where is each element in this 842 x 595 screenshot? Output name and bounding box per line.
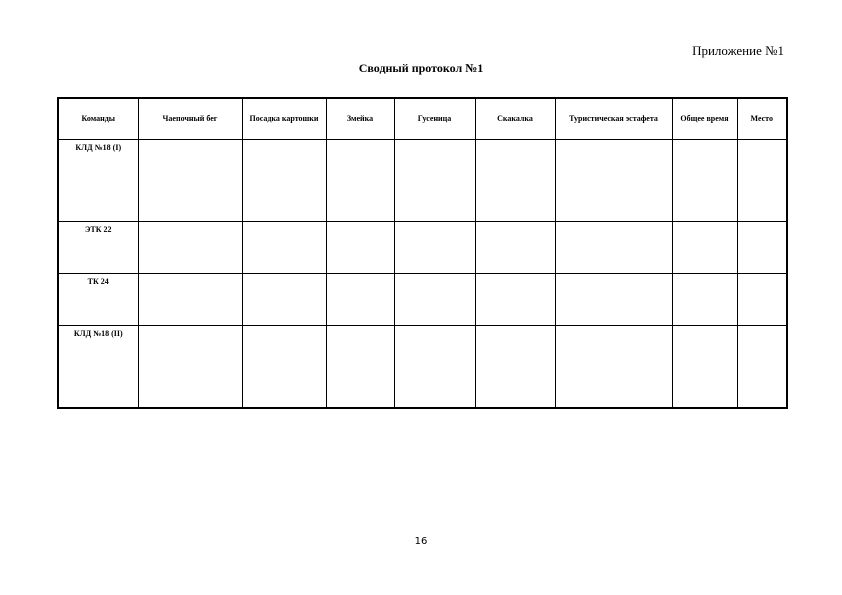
column-header-total-time: Общее время [672, 98, 737, 140]
table-row [58, 140, 787, 222]
team-name-cell: КЛД №18 (II) [58, 326, 138, 409]
empty-cell [242, 140, 326, 222]
column-header-tea-run: Чаепочный бег [138, 98, 242, 140]
empty-cell [138, 326, 242, 409]
column-header-teams: Команды [58, 98, 138, 140]
empty-cell [242, 222, 326, 274]
empty-cell [555, 140, 672, 222]
empty-cell [737, 140, 787, 222]
column-header-potato-planting: Посадка картошки [242, 98, 326, 140]
empty-cell [737, 274, 787, 326]
empty-cell [326, 274, 394, 326]
empty-cell [672, 326, 737, 409]
empty-cell [394, 222, 475, 274]
empty-cell [737, 222, 787, 274]
table-row [58, 274, 787, 326]
summary-protocol-table [57, 97, 788, 409]
document-title: Сводный протокол №1 [358, 61, 484, 75]
table-header-row [58, 98, 787, 140]
empty-cell [138, 222, 242, 274]
empty-cell [326, 326, 394, 409]
empty-cell [326, 222, 394, 274]
appendix-label: Приложение №1 [692, 43, 784, 58]
team-name-cell: ТК 24 [58, 274, 138, 326]
empty-cell [555, 222, 672, 274]
empty-cell [672, 140, 737, 222]
empty-cell [394, 274, 475, 326]
empty-cell [242, 274, 326, 326]
table-row [58, 326, 787, 409]
empty-cell [672, 222, 737, 274]
column-header-place: Место [737, 98, 787, 140]
empty-cell [555, 274, 672, 326]
empty-cell [475, 326, 555, 409]
team-name-cell: ЭТК 22 [58, 222, 138, 274]
empty-cell [394, 326, 475, 409]
table-row [58, 222, 787, 274]
page-number: 16 [414, 536, 428, 547]
empty-cell [672, 274, 737, 326]
empty-cell [737, 326, 787, 409]
empty-cell [394, 140, 475, 222]
column-header-jump-rope: Скакалка [475, 98, 555, 140]
column-header-snake: Змейка [326, 98, 394, 140]
empty-cell [138, 140, 242, 222]
team-name-cell: КЛД №18 (I) [58, 140, 138, 222]
column-header-caterpillar: Гусеница [394, 98, 475, 140]
column-header-tourist-relay: Туристическая эстафета [555, 98, 672, 140]
empty-cell [555, 326, 672, 409]
empty-cell [242, 326, 326, 409]
empty-cell [475, 140, 555, 222]
empty-cell [475, 274, 555, 326]
empty-cell [475, 222, 555, 274]
empty-cell [138, 274, 242, 326]
empty-cell [326, 140, 394, 222]
